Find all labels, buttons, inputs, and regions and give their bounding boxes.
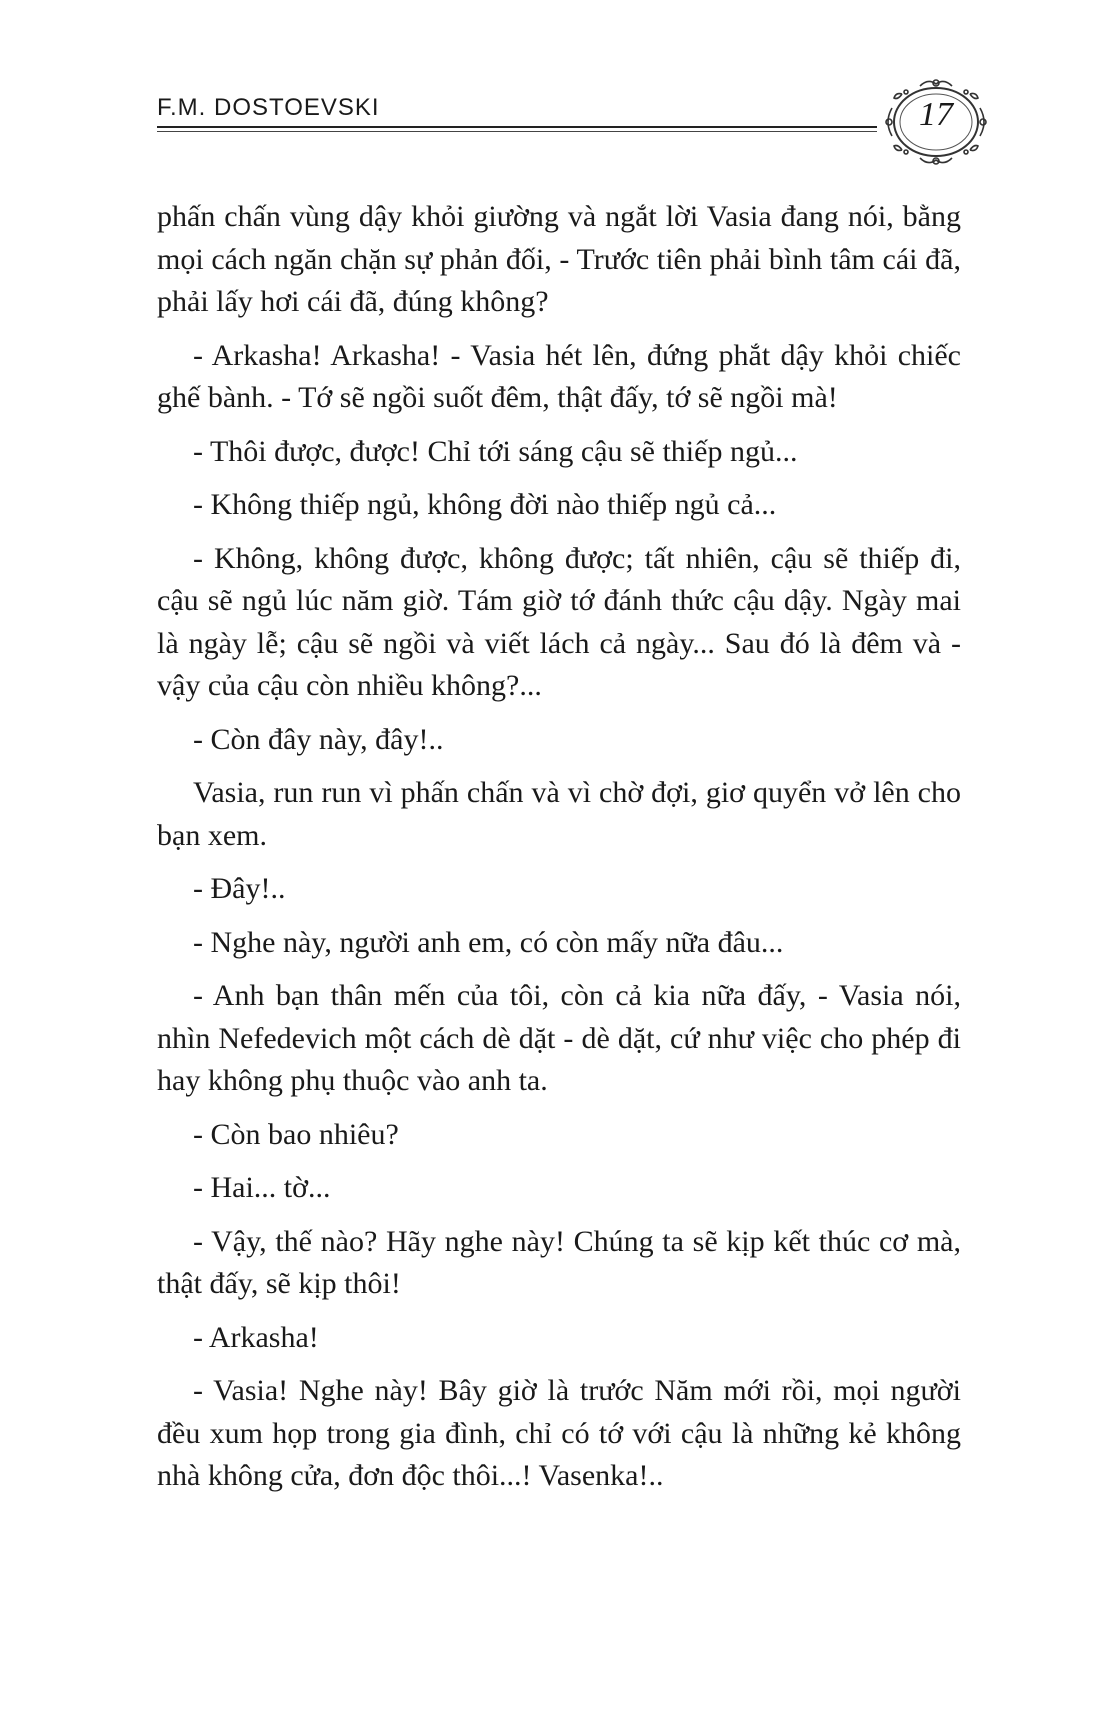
author-name: F.M. DOSTOEVSKI xyxy=(157,94,380,121)
body-text xyxy=(157,196,961,1509)
paragraph: - Arkasha! xyxy=(193,1320,319,1354)
paragraph: - Vasia! Nghe này! Bây giờ là trước Năm mới rồi, mọi người đều xum họp trong gia đình, chỉ có tớ với cậu là những kẻ không nhà không cửa, đơn độc thôi...! Vasenka!.. xyxy=(157,1374,961,1492)
paragraph: - Vậy, thế nào? Hãy nghe này! Chúng ta sẽ kịp kết thúc cơ mà, thật đấy, sẽ kịp thôi! xyxy=(157,1224,961,1300)
page-number: 17 xyxy=(919,96,953,133)
paragraph: - Không, không được, không được; tất nhiên, cậu sẽ thiếp đi, cậu sẽ ngủ lúc năm giờ. Tám giờ tớ đánh thức cậu dậy. Ngày mai là ngày lễ; cậu sẽ ngồi và viết lách cả ngày... Sau đó là đêm và - vậy của cậu còn nhiều không?... xyxy=(157,541,961,702)
paragraph: - Không thiếp ngủ, không đời nào thiếp ngủ cả... xyxy=(193,488,777,521)
paragraph: - Nghe này, người anh em, có còn mấy nữa đâu... xyxy=(193,925,784,959)
paragraph: - Còn đây này, đây!.. xyxy=(193,722,444,756)
paragraph: - Hai... tờ... xyxy=(193,1171,331,1204)
header-rule-thin xyxy=(157,131,877,132)
paragraph: - Thôi được, được! Chỉ tới sáng cậu sẽ thiếp ngủ... xyxy=(193,434,798,468)
paragraph: - Arkasha! Arkasha! - Vasia hét lên, đứng phắt dậy khỏi chiếc ghế bành. - Tớ sẽ ngồi suốt đêm, thật đấy, tớ sẽ ngồi mà! xyxy=(157,338,961,414)
header-rule xyxy=(157,126,877,128)
paragraph: - Còn bao nhiêu? xyxy=(193,1117,399,1151)
paragraph: - Đây!.. xyxy=(193,872,286,905)
paragraph: - Anh bạn thân mến của tôi, còn cả kia nữa đấy, - Vasia nói, nhìn Nefedevich một cách dè dặt - dè dặt, cứ như việc cho phép đi hay không phụ thuộc vào anh ta. xyxy=(157,979,961,1097)
running-header xyxy=(157,90,987,170)
paragraph: phấn chấn vùng dậy khỏi giường và ngắt lời Vasia đang nói, bằng mọi cách ngăn chặn sự phản đối, - Trước tiên phải bình tâm cái đã, phải lấy hơi cái đã, đúng không? xyxy=(157,200,961,318)
paragraph: Vasia, run run vì phấn chấn và vì chờ đợi, giơ quyển vở lên cho bạn xem. xyxy=(157,776,961,852)
ornamental-frame-icon xyxy=(880,74,992,170)
